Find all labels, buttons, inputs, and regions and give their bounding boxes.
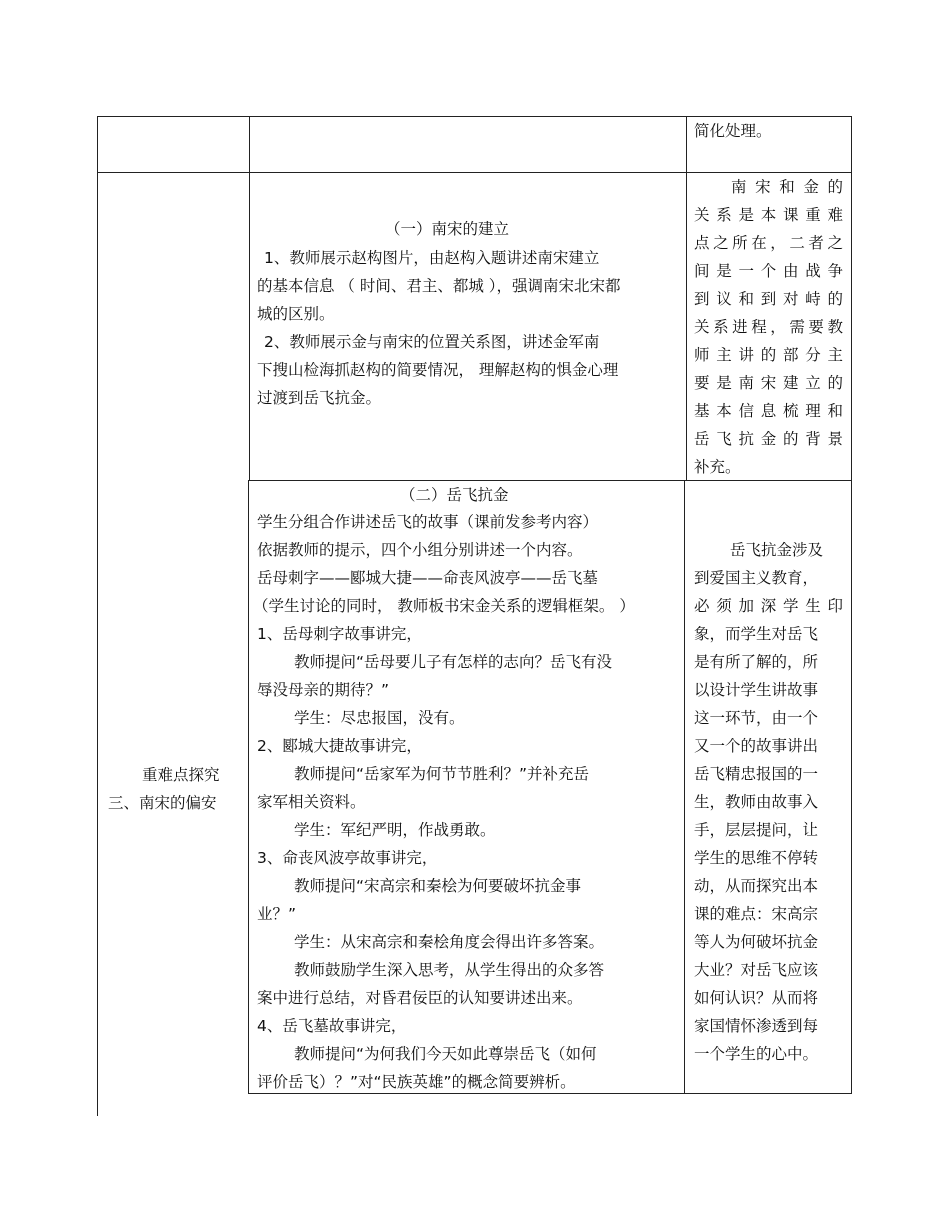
table-border-col1-lower [248,480,249,1094]
section2-line: 教师鼓励学生深入思考，从学生得出的众多答 [294,961,605,979]
section1-line: 城的区别。 [257,305,335,323]
section2-line: 2、郾城大捷故事讲完， [257,737,422,755]
table-border-section-divider [249,480,852,481]
section2-note-line: 这一环节，由一个 [694,709,819,727]
section2-line: 4、岳飞墓故事讲完， [257,1017,407,1035]
section-label-line1: 重难点探究 [142,766,220,784]
section2-line: 教师提问“岳母要儿子有怎样的志向？岳飞有没 [294,653,613,671]
section1-note-line: 南宋和金的 [731,178,843,196]
section1-note-line: 关系进程，需要教 [694,318,843,336]
section1-title: （一）南宋的建立 [385,220,510,238]
section2-note-line: 象，而学生对岳飞 [694,625,819,643]
section2-note-line: 如何认识？从而将 [694,989,819,1007]
section2-line: 1、岳母刺字故事讲完， [257,625,422,643]
section1-note-line: 基本信息梳理和 [694,402,843,420]
section2-line: 案中进行总结，对昏君佞臣的认知要讲述出来。 [257,989,583,1007]
section2-line: 教师提问“宋高宗和秦桧为何要破坏抗金事 [294,877,582,895]
section2-note-line: 手，层层提问，让 [694,821,819,839]
section2-note-line: 到爱国主义教育， [694,569,819,587]
section2-line: 家军相关资料。 [257,793,366,811]
section2-note-line: 一个学生的心中。 [694,1045,819,1063]
section1-note-line: 间是一个由战争 [694,262,843,280]
section2-note-line: 家国情怀渗透到每 [694,1017,819,1035]
section2-note-line: 大业？对岳飞应该 [694,961,819,979]
section1-note-line: 关系是本课重难 [694,206,843,224]
section1-note-line: 点之所在，二者之 [694,234,843,252]
table-border-right [851,116,852,1094]
section2-note-line: 又一个的故事讲出 [694,737,819,755]
section1-line: 下搜山检海抓赵构的简要情况， 理解赵构的惧金心理 [257,361,619,379]
section2-line: 岳母刺字——郾城大捷——命丧风波亭——岳飞墓 [257,569,599,587]
section1-line: 过渡到岳飞抗金。 [257,389,382,407]
section1-note-line: 要是南宋建立的 [694,374,843,392]
section2-line: 学生分组合作讲述岳飞的故事（课前发参考内容） [257,513,599,531]
section2-line: 学生：尽忠报国，没有。 [294,709,465,727]
section2-note-line: 课的难点：宋高宗 [694,905,819,923]
section1-note-line: 岳飞抗金的背景 [694,430,843,448]
section1-note-line: 补充。 [694,458,741,476]
section2-line: 教师提问“岳家军为何节节胜利？”并补充岳 [294,765,590,783]
table-border-col2-lower [684,480,685,1094]
section2-note-line: 岳飞精忠报国的一 [694,765,819,783]
section2-line: 3、命丧风波亭故事讲完， [257,849,438,867]
section2-title: （二）岳飞抗金 [400,486,509,504]
section2-note-line: 必须加深学生印 [694,597,843,615]
section2-note-line: 等人为何破坏抗金 [694,933,819,951]
section-label-line2: 三、南宋的偏安 [108,794,217,812]
table-border-left [97,116,98,1116]
table-border-row1-bottom [97,172,852,173]
section2-line: 学生：军纪严明，作战勇敢。 [294,821,496,839]
section2-line: 教师提问“为何我们今天如此尊崇岳飞（如何 [294,1045,597,1063]
section2-note-line: 岳飞抗金涉及 [730,541,824,559]
section2-line: （学生讨论的同时， 教师板书宋金关系的逻辑框架。 ） [253,597,635,615]
section1-line: 1、教师展示赵构图片，由赵构入题讲述南宋建立 [264,249,600,267]
section1-line: 的基本信息 （ 时间、君主、都城 ），强调南宋北宋都 [257,277,621,295]
section2-line: 学生：从宋高宗和秦桧角度会得出许多答案。 [294,933,605,951]
section2-note-line: 是有所了解的，所 [694,653,819,671]
section1-line: 2、教师展示金与南宋的位置关系图，讲述金军南 [264,333,600,351]
table-border-col2-upper [686,116,687,480]
section2-note-line: 学生的思维不停转 [694,849,819,867]
section2-line: 评价岳飞）？”对“民族英雄”的概念简要辨析。 [257,1073,576,1091]
section2-note-line: 以设计学生讲故事 [694,681,819,699]
table-border-top [97,116,852,117]
row1-note: 简化处理。 [694,122,772,140]
section2-note-line: 生，教师由故事入 [694,793,819,811]
table-border-col1-upper [249,116,250,480]
section2-line: 依据教师的提示，四个小组分别讲述一个内容。 [257,541,583,559]
table-border-bottom [249,1093,852,1094]
section1-note-line: 师主讲的部分主 [694,346,843,364]
section2-line: 业？” [257,905,297,923]
section2-line: 辱没母亲的期待？” [257,681,390,699]
section1-note-line: 到议和到对峙的 [694,290,843,308]
section2-note-line: 动，从而探究出本 [694,877,819,895]
